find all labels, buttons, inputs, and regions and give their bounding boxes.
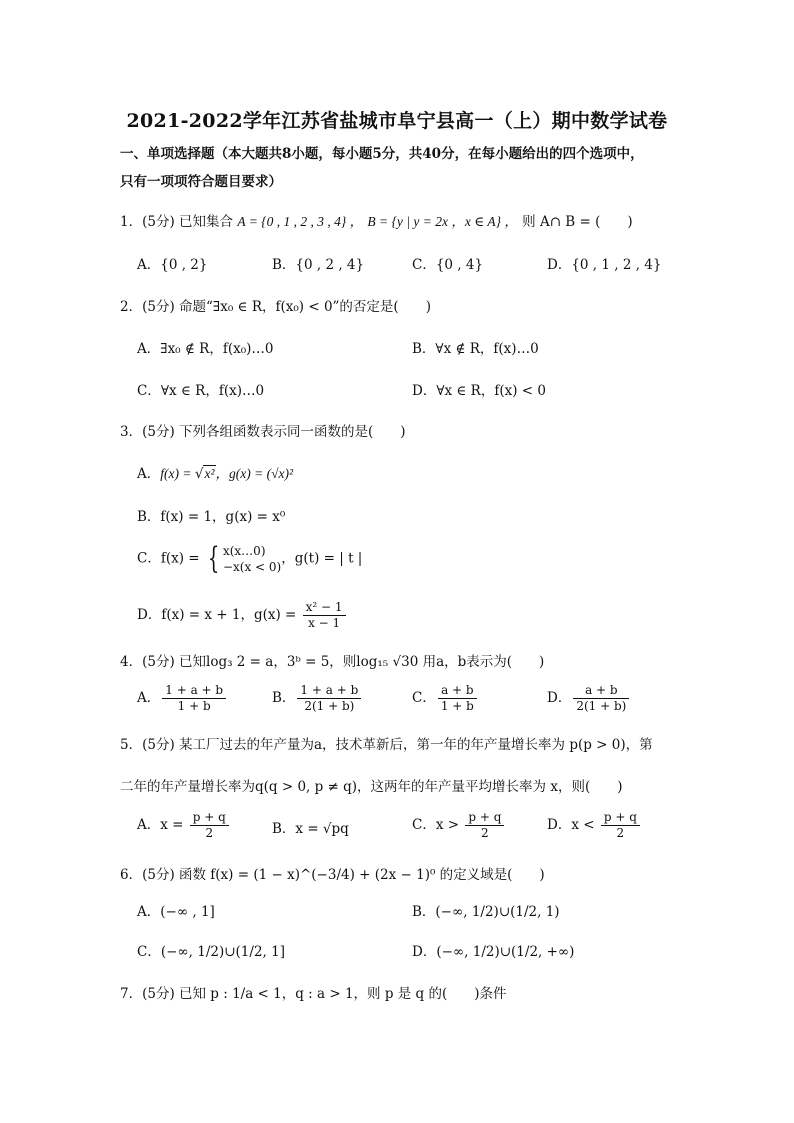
q3-d-fraction [303, 600, 346, 631]
q5-option-b[interactable]: B．x = √pq [272, 821, 349, 837]
q3-c-case-2: −x(x < 0) [222, 560, 282, 574]
q1-option-c[interactable]: C．{0 , 4} [412, 257, 484, 273]
q4-d-label: D． [547, 690, 572, 706]
question-3-stem: 3．(5分) 下列各组函数表示同一函数的是( ) [120, 424, 406, 440]
question-6-stem: 6．(5分) 函数 f(x) = (1 − x)^(−3/4) + (2x − 1)⁰ 的定义域是( ) [120, 867, 545, 883]
q1-set-b: B = {y | y = 2x ，x ∈ A} ， [367, 214, 518, 229]
q6-option-c[interactable]: C．(−∞, 1/2)∪(1/2, 1] [137, 944, 285, 960]
q3-c-case-1: x(x…0) [222, 544, 266, 558]
q4-option-d[interactable] [547, 683, 631, 714]
q4-option-c[interactable] [412, 683, 479, 714]
q1-set-a: A = {0 , 1 , 2 , 3 , 4} ， [237, 214, 364, 229]
q6-option-b[interactable]: B．(−∞, 1/2)∪(1/2, 1) [412, 904, 560, 920]
q5-a-num: p + q [190, 810, 229, 826]
q5-d-den: 2 [616, 826, 625, 840]
q5-c-num: p + q [465, 810, 504, 826]
q1-option-d[interactable]: D．{0 , 1 , 2 , 4} [547, 257, 662, 273]
q5-a-label: A．x = [137, 817, 188, 833]
q4-d-num: a + b [573, 683, 629, 699]
q5-option-d[interactable] [547, 810, 642, 841]
q2-option-a[interactable]: A．∃x₀ ∉ R，f(x₀)…0 [137, 341, 274, 357]
q6-option-d[interactable]: D．(−∞, 1/2)∪(1/2, +∞) [412, 944, 575, 960]
q3-a-radicand: x² [204, 466, 215, 481]
section-line-1: 一、单项选择题（本大题共8小题，每小题5分，共40分，在每小题给出的四个选项中， [120, 146, 644, 162]
question-1-stem [120, 210, 633, 230]
q5-a-den: 2 [205, 826, 214, 840]
q3-option-b[interactable]: B．f(x) = 1，g(x) = x⁰ [137, 509, 286, 525]
q4-option-b[interactable] [272, 683, 363, 714]
q4-c-label: C． [412, 690, 436, 706]
q4-c-den: 1 + b [440, 699, 474, 713]
question-2-stem: 2．(5分) 命题“∃x₀ ∈ R，f(x₀) < 0”的否定是( ) [120, 299, 431, 315]
q2-option-b[interactable]: B．∀x ∉ R，f(x)…0 [412, 341, 539, 357]
q4-b-den: 2(1 + b) [304, 699, 355, 713]
q5-option-a[interactable] [137, 810, 231, 841]
brace-symbol: { [207, 541, 220, 576]
q3-c-cases [223, 543, 281, 575]
section-line-2: 只有一项项符合题目要求） [120, 174, 282, 190]
q4-option-a[interactable] [137, 683, 228, 714]
q3-a-f: f(x) = [160, 466, 195, 481]
q4-c-num: a + b [438, 683, 477, 699]
question-7-stem: 7．(5分) 已知 p : 1/a < 1，q : a > 1，则 p 是 q 的( )条件 [120, 986, 507, 1002]
q2-option-d[interactable]: D．∀x ∈ R，f(x) < 0 [412, 383, 546, 399]
q1-option-b[interactable]: B．{0 , 2 , 4} [272, 257, 365, 273]
question-5-line-2: 二年的年产量增长率为q(q > 0, p ≠ q)，这两年的年产量平均增长率为 x，则( ) [120, 779, 623, 795]
q5-c-den: 2 [481, 826, 489, 840]
q5-c-label: C．x > [412, 817, 464, 833]
q4-b-num: 1 + a + b [297, 683, 361, 699]
q2-option-c[interactable]: C．∀x ∈ R，f(x)…0 [137, 383, 265, 399]
question-4-stem: 4．(5分) 已知log₃ 2 = a，3ᵇ = 5，则log₁₅ √30 用a，b表示为( ) [120, 654, 545, 670]
q3-option-d[interactable] [137, 600, 348, 631]
question-5-line-1: 5．(5分) 某工厂过去的年产量为a，技术革新后，第一年的年产量增长率为 p(p > 0)，第 [120, 737, 653, 753]
q1-prefix: 1．(5分) 已知集合 [120, 214, 234, 230]
q3-d-den: x − 1 [308, 616, 341, 630]
q3-c-label: C．f(x) = [137, 550, 204, 567]
q4-a-num: 1 + a + b [162, 683, 226, 699]
q5-d-label: D．x < [547, 817, 599, 833]
q5-option-c[interactable] [412, 810, 506, 841]
q5-d-num: p + q [601, 810, 640, 826]
q4-b-label: B． [272, 690, 296, 706]
page-title: 2021-2022学年江苏省盐城市阜宁县高一（上）期中数学试卷 [126, 110, 668, 132]
q1-option-a[interactable]: A．{0 , 2} [137, 257, 208, 273]
q3-d-label: D．f(x) = x + 1，g(x) = [137, 607, 301, 623]
q1-ask: 则 A∩ B = ( ) [522, 214, 633, 230]
q3-d-num: x² − 1 [303, 600, 346, 616]
section-header [120, 140, 680, 196]
q6-option-a[interactable]: A．(−∞ , 1] [137, 904, 215, 920]
q3-option-c[interactable] [137, 543, 362, 575]
q4-a-den: 1 + b [177, 699, 211, 713]
q3-a-label: A． [137, 466, 161, 482]
q4-a-label: A． [137, 690, 161, 706]
q4-d-den: 2(1 + b) [576, 699, 627, 713]
q3-c-g: ，g(t) = | t | [281, 550, 363, 567]
q3-option-a[interactable]: A．f(x) = √x²，g(x) = (√x)² [137, 466, 294, 482]
q3-a-g: ，g(x) = (√x)² [215, 466, 294, 481]
